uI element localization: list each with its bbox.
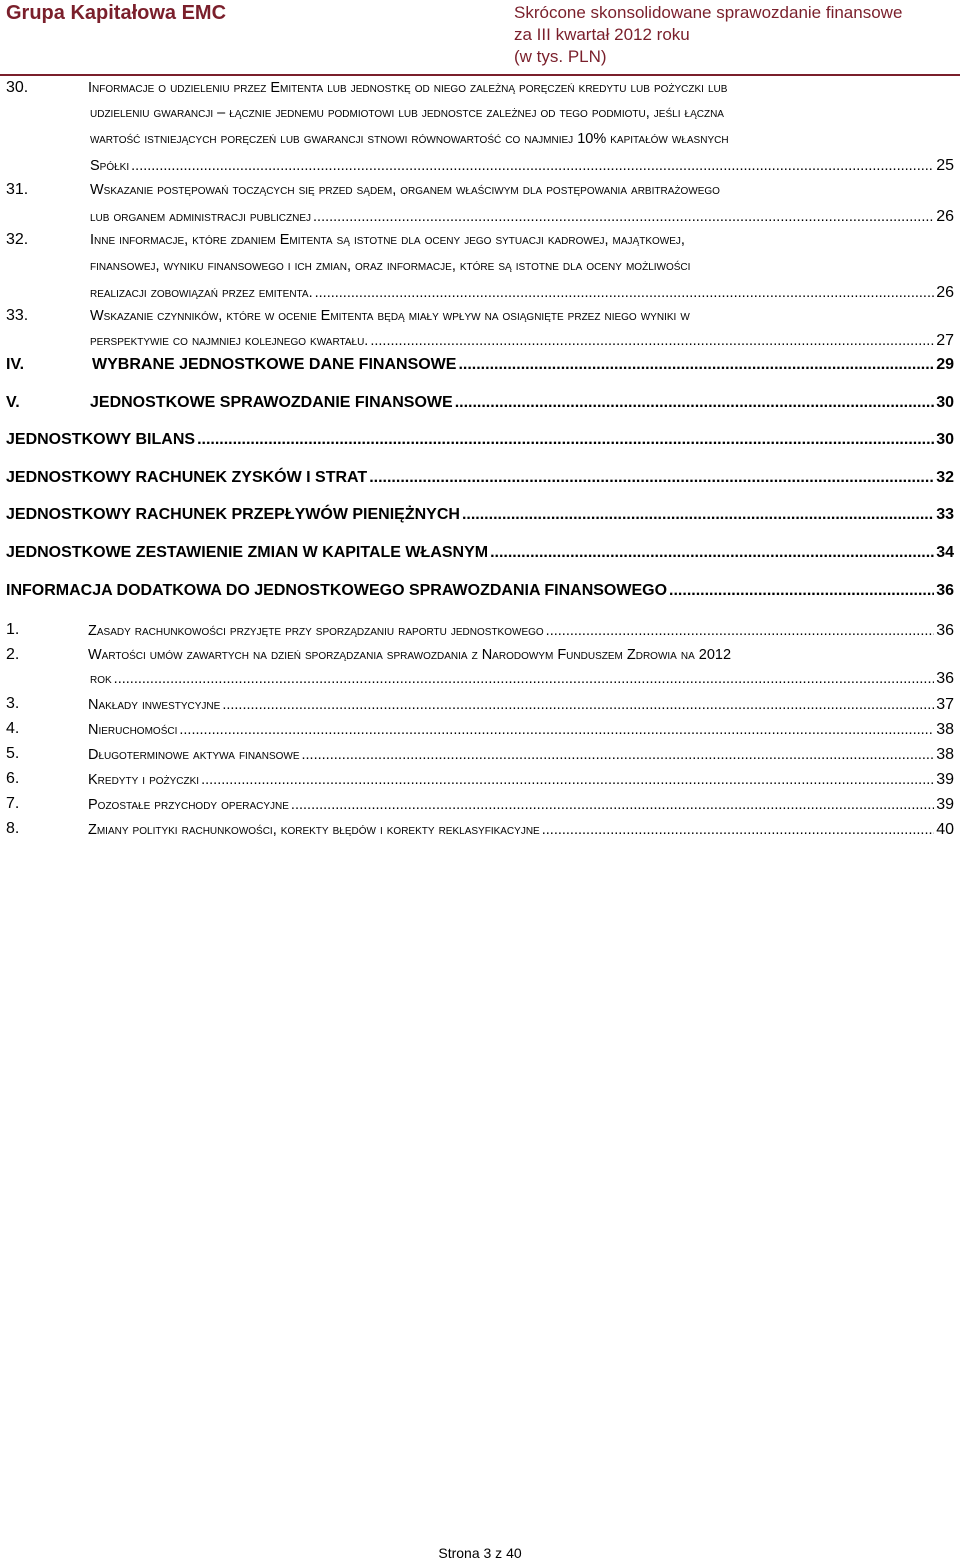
dot-leader <box>490 544 934 562</box>
page-header <box>0 0 960 72</box>
report-title-line-1: Skrócone skonsolidowane sprawozdanie finansowe <box>514 3 903 22</box>
toc-number: 30. <box>6 79 29 96</box>
toc-text-line: Kredyty i pożyczki <box>88 772 200 788</box>
toc-text-line: Nieruchomości <box>88 722 178 738</box>
toc-number: V. <box>6 394 20 411</box>
report-title-line-3: (w tys. PLN) <box>514 47 607 66</box>
toc-text-line: WYBRANE JEDNOSTKOWE DANE FINANSOWE <box>92 356 457 373</box>
toc-number: 5. <box>6 745 20 762</box>
dot-leader <box>315 285 935 301</box>
dot-leader <box>197 431 934 449</box>
dot-leader <box>369 469 934 487</box>
toc-number: 1. <box>6 621 20 638</box>
dot-leader <box>462 506 934 524</box>
toc-text-line: wartość istniejących poręczeń lub gwarancji stnowi równowartość co najmniej 10% kapitałów własnych <box>90 131 729 147</box>
toc-page-number: 38 <box>936 721 954 738</box>
toc-text-line: JEDNOSTKOWE ZESTAWIENIE ZMIAN W KAPITALE WŁASNYM <box>6 544 489 561</box>
dot-leader <box>542 822 934 838</box>
toc-text-line: Zasady rachunkowości przyjęte przy sporządzaniu raportu jednostkowego <box>88 623 544 639</box>
toc-text-line: Długoterminowe aktywa finansowe <box>88 747 300 763</box>
toc-page-number: 25 <box>936 157 954 174</box>
toc-text-line: Spółki <box>90 158 130 174</box>
toc-text-line: rok <box>90 671 112 687</box>
toc-number: 31. <box>6 181 29 198</box>
toc-text-line: JEDNOSTKOWY RACHUNEK ZYSKÓW I STRAT <box>6 469 368 486</box>
dot-leader <box>179 722 934 738</box>
dot-leader <box>458 356 934 374</box>
dot-leader <box>291 797 934 813</box>
toc-page-number: 34 <box>936 544 954 561</box>
toc-number: IV. <box>6 356 25 373</box>
toc-text-line: perspektywie co najmniej kolejnego kwartału. <box>90 333 369 349</box>
toc-number: 4. <box>6 720 20 737</box>
toc-text-line: JEDNOSTKOWY BILANS <box>6 431 196 448</box>
toc-text-line: udzieleniu gwarancji – łącznie jednemu podmiotowi lub jednostce zależnej od tego podmiotu, jeśli łączna <box>90 105 724 121</box>
toc-page-number: 30 <box>936 394 954 411</box>
toc-number: 7. <box>6 795 20 812</box>
toc-number: 32. <box>6 231 29 248</box>
toc-number: 6. <box>6 770 20 787</box>
toc-page-number: 39 <box>936 796 954 813</box>
dot-leader <box>313 209 934 225</box>
toc-text-line: Wskazanie postępowań toczących się przed sądem, organem właściwym dla postępowania arbitrażowego <box>90 182 720 198</box>
toc-page-number: 36 <box>936 622 954 639</box>
toc-text-line: Informacje o udzieleniu przez Emitenta lub jednostkę od niego zależną poręczeń kredytu lub pożyczki lub <box>88 80 728 96</box>
dot-leader <box>669 582 934 600</box>
toc-page-number: 37 <box>936 696 954 713</box>
dot-leader <box>302 747 935 763</box>
toc-text-line: realizacji zobowiązań przez emitenta. <box>90 285 313 301</box>
toc-page-number: 26 <box>936 284 954 301</box>
toc-text-line: Inne informacje, które zdaniem Emitenta są istotne dla oceny jego sytuacji kadrowej, majątkowej, <box>90 232 685 248</box>
header-divider <box>0 74 960 76</box>
dot-leader <box>370 333 934 349</box>
toc-text-line: lub organem administracji publicznej <box>90 209 312 225</box>
toc-text-line: Wskazanie czynników, które w ocenie Emitenta będą miały wpływ na osiągnięte przez niego wyniki w <box>90 308 690 324</box>
toc-text-line: Nakłady inwestycyjne <box>88 697 221 713</box>
toc-text-line: finansowej, wyniku finansowego i ich zmian, oraz informacje, które są istotne dla oceny możliwości <box>90 258 691 274</box>
toc-number: 2. <box>6 646 20 663</box>
toc-page-number: 36 <box>936 582 954 599</box>
dot-leader <box>455 394 935 412</box>
toc-text-line: JEDNOSTKOWE SPRAWOZDANIE FINANSOWE <box>90 394 453 411</box>
toc-page-number: 27 <box>936 332 954 349</box>
toc-text-line: Pozostałe przychody operacyjne <box>88 797 289 813</box>
toc-page-number: 30 <box>936 431 954 448</box>
dot-leader <box>222 697 934 713</box>
toc-number: 8. <box>6 820 20 837</box>
dot-leader <box>114 671 935 687</box>
toc-page-number: 32 <box>936 469 954 486</box>
report-title <box>514 2 954 68</box>
toc-text-line: INFORMACJA DODATKOWA DO JEDNOSTKOWEGO SPRAWOZDANIA FINANSOWEGO <box>6 582 668 599</box>
toc-page-number: 38 <box>936 746 954 763</box>
toc-text-line: JEDNOSTKOWY RACHUNEK PRZEPŁYWÓW PIENIĘŻNYCH <box>6 506 460 523</box>
toc-page-number: 40 <box>936 821 954 838</box>
toc-number: 3. <box>6 695 20 712</box>
toc-page-number: 39 <box>936 771 954 788</box>
report-title-line-2: za III kwartał 2012 roku <box>514 25 690 44</box>
dot-leader <box>201 772 934 788</box>
toc-page-number: 26 <box>936 208 954 225</box>
toc-page-number: 36 <box>936 670 954 687</box>
toc-text-line: Wartości umów zawartych na dzień sporządzania sprawozdania z Narodowym Funduszem Zdrowia na 2012 <box>88 647 732 663</box>
toc-page-number: 29 <box>936 356 954 373</box>
toc-text-line: Zmiany polityki rachunkowości, korekty błędów i korekty reklasyfikacyjne <box>88 822 540 838</box>
company-name: Grupa Kapitałowa EMC <box>6 2 227 24</box>
dot-leader <box>546 623 935 639</box>
toc-page-number: 33 <box>936 506 954 523</box>
dot-leader <box>131 158 934 174</box>
page-number-footer: Strona 3 z 40 <box>438 1545 522 1561</box>
toc-number: 33. <box>6 307 29 324</box>
